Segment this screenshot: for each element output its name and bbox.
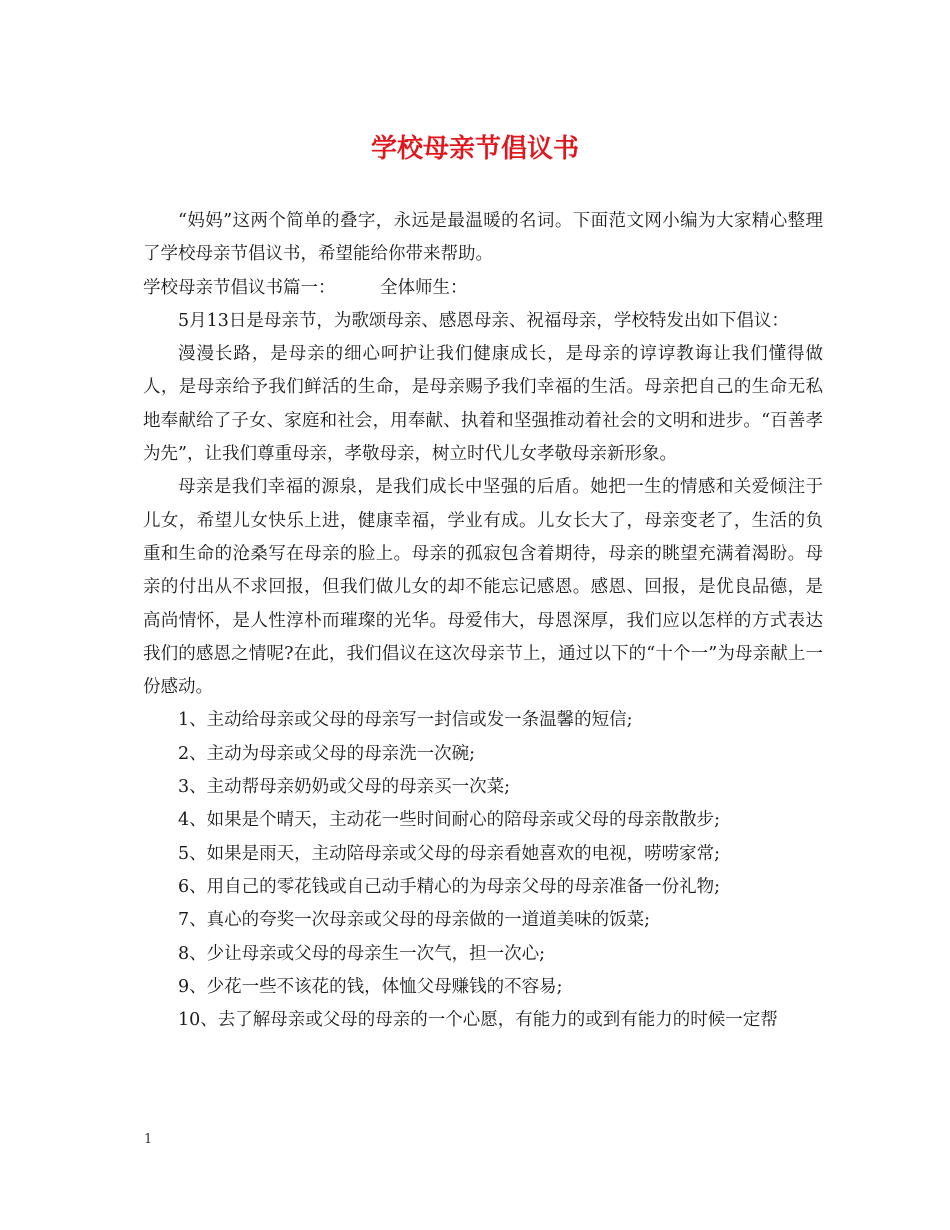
list-item: 7、真心的夸奖一次母亲或父母的母亲做的一道道美味的饭菜; [178, 910, 651, 931]
list-item: 4、如果是个晴天，主动花一些时间耐心的陪母亲或父母的母亲散散步; [178, 810, 721, 831]
paragraph-growth: 漫漫长路，是母亲的细心呵护让我们健康成长，是母亲的谆谆教诲让我们懂得做人，是母亲给予我们鲜活的生命，是母亲赐予我们幸福的生活。母亲把自己的生命无私地奉献给了子女、家庭和社会，用奉献、执着和坚强推动着社会的文明和进步。“百善孝为先”，让我们尊重母亲，孝敬母亲，树立时代儿女孝敬母亲新形象。 [143, 344, 823, 465]
paragraph-gratitude: 母亲是我们幸福的源泉，是我们成长中坚强的后盾。她把一生的情感和关爱倾注于儿女，希望儿女快乐上进，健康幸福，学业有成。儿女长大了，母亲变老了，生活的负重和生命的沧桑写在母亲的脸上。母亲的孤寂包含着期待，母亲的眺望充满着渴盼。母亲的付出从不求回报，但我们做儿女的却不能忘记感恩。感恩、回报，是优良品德，是高尚情怀，是人性淳朴而璀璨的光华。母爱伟大，母恩深厚，我们应以怎样的方式表达我们的感恩之情呢?在此，我们倡议在这次母亲节上，通过以下的“十个一”为母亲献上一份感动。 [143, 477, 823, 698]
list-item: 5、如果是雨天，主动陪母亲或父母的母亲看她喜欢的电视，唠唠家常; [178, 843, 721, 864]
list-item: 6、用自己的零花钱或自己动手精心的为母亲父母的母亲准备一份礼物; [178, 876, 721, 897]
page-number: 1 [144, 1132, 153, 1147]
list-item: 2、主动为母亲或父母的母亲洗一次碗; [178, 743, 476, 764]
list-item: 9、少花一些不该花的钱，体恤父母赚钱的不容易; [178, 976, 563, 997]
list-item: 10、去了解母亲或父母的母亲的一个心愿，有能力的或到有能力的时候一定帮 [178, 1010, 778, 1031]
list-item: 1、主动给母亲或父母的母亲写一封信或发一条温馨的短信; [178, 710, 633, 731]
list-item: 3、主动帮母亲奶奶或父母的母亲买一次菜; [178, 777, 511, 798]
document-title: 学校母亲节倡议书 [370, 134, 579, 164]
list-item: 8、少让母亲或父母的母亲生一次气，担一次心; [178, 943, 546, 964]
document-body [143, 205, 823, 1037]
section-heading: 学校母亲节倡议书篇一： 全体师生： [143, 277, 468, 298]
paragraph-date: 5月13日是母亲节，为歌颂母亲、感恩母亲、祝福母亲，学校特发出如下倡议： [178, 310, 789, 331]
intro-paragraph: “妈妈”这两个简单的叠字，永远是最温暖的名词。下面范文网小编为大家精心整理了学校母亲节倡议书，希望能给你带来帮助。 [143, 211, 823, 265]
